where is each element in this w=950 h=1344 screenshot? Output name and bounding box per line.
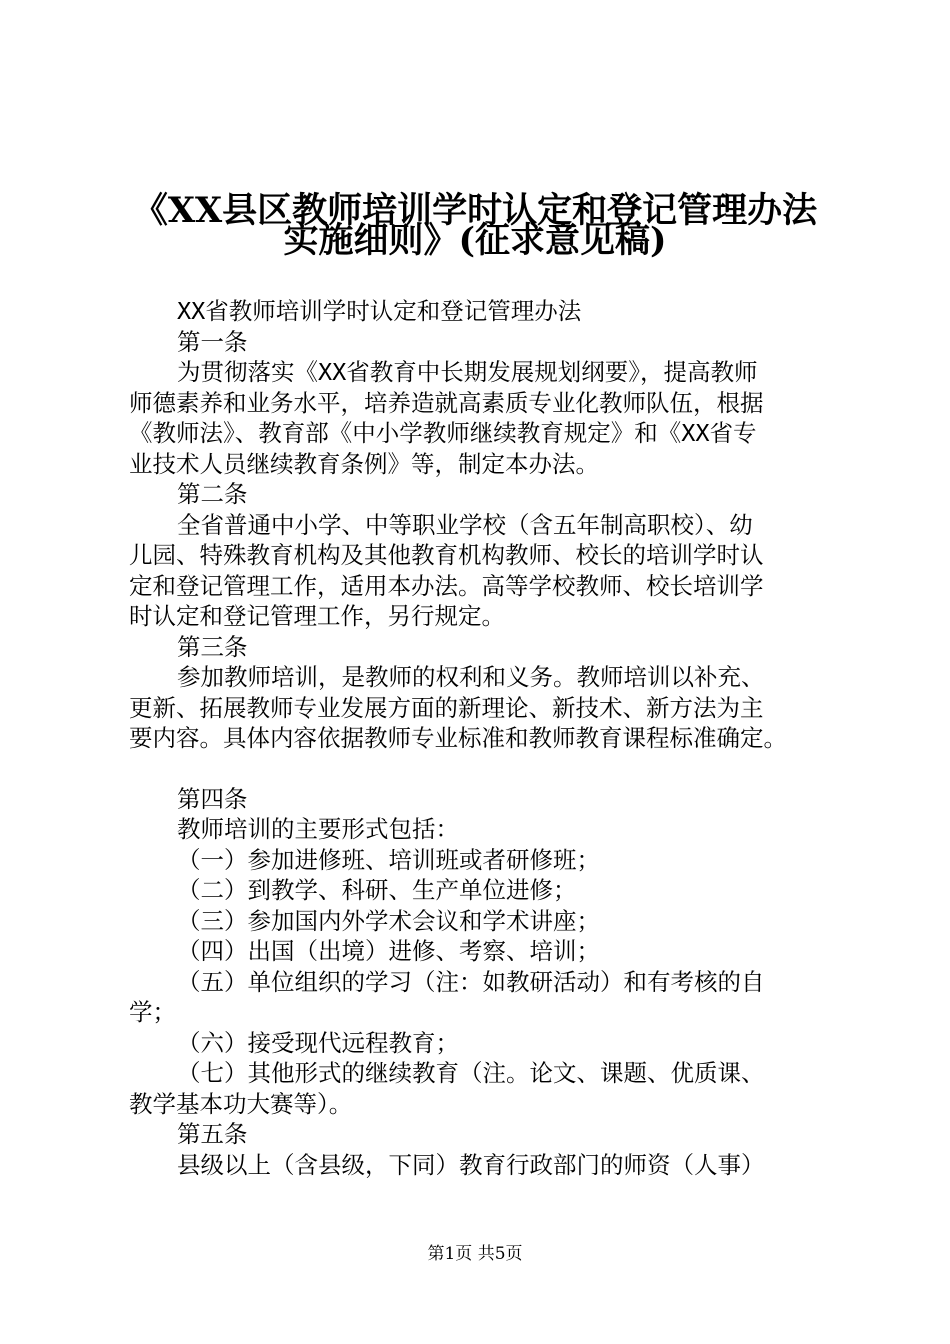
article-heading: 第五条 [177,1120,248,1148]
list-item: （二）到教学、科研、生产单位进修； [177,876,577,904]
paragraph-line: 全省普通中小学、中等职业学校（含五年制高职校）、幼 [177,510,753,539]
document-body [129,296,834,1180]
page-footer: 第1页 共5页 [427,1244,523,1264]
article-heading: 第四条 [177,784,248,813]
article-heading: 第二条 [177,480,248,508]
paragraph-line: 参加教师培训，是教师的权利和义务。教师培训以补充、 [177,663,765,691]
paragraph-line: 时认定和登记管理工作，另行规定。 [129,602,505,630]
article-heading: 第三条 [177,632,248,661]
document-title-line-1: 《XX县区教师培训学时认定和登记管理办法 [132,190,818,231]
list-item: （三）参加国内外学术会议和学术讲座； [177,906,600,935]
list-item: （一）参加进修班、培训班或者研修班； [177,845,600,874]
list-item-continuation: 教学基本功大赛等）。 [129,1089,353,1118]
paragraph-line: 师德素养和业务水平，培养造就高素质专业化教师队伍，根据 [129,388,764,417]
paragraph-line: 教师培训的主要形式包括： [177,815,459,843]
paragraph-line: 为贯彻落实《XX省教育中长期发展规划纲要》，提高教师 [177,358,758,386]
list-item: （六）接受现代远程教育； [177,1028,459,1057]
subtitle-line: XX省教师培训学时认定和登记管理办法 [177,297,582,325]
document-title-line-2: 实施细则》(征求意见稿) [283,220,667,261]
paragraph-line: 定和登记管理工作，适用本办法。高等学校教师、校长培训学 [129,571,764,600]
paragraph-line: 更新、拓展教师专业发展方面的新理论、新技术、新方法为主 [129,693,764,722]
paragraph-line: 县级以上（含县级，下同）教育行政部门的师资（人事） [177,1150,765,1179]
paragraph-line: 儿园、特殊教育机构及其他教育机构教师、校长的培训学时认 [129,541,764,569]
paragraph-line: 业技术人员继续教育条例》等，制定本办法。 [129,449,599,478]
list-item: （四）出国（出境）进修、考察、培训； [177,937,600,965]
paragraph-line: 《教师法》、教育部《中小学教师继续教育规定》和《XX省专 [129,419,757,447]
paragraph-line: 要内容。具体内容依据教师专业标准和教师教育课程标准确定。 [129,724,787,752]
list-item-continuation: 学； [129,998,176,1026]
list-item: （七）其他形式的继续教育（注。论文、课题、优质课、 [177,1059,765,1087]
list-item: （五）单位组织的学习（注：如教研活动）和有考核的自 [177,967,765,996]
article-heading: 第一条 [177,327,248,356]
blank-line [129,754,834,784]
